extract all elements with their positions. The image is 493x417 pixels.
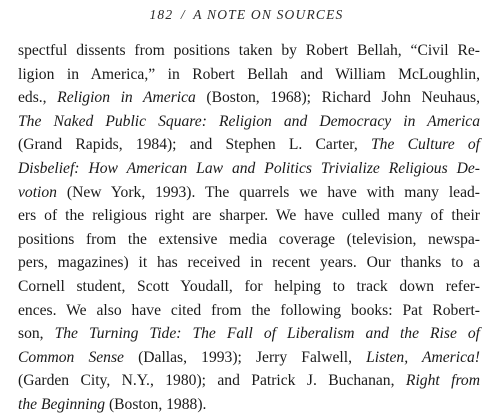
text-line [18, 181, 480, 205]
italic-title-text: Common Sense [18, 348, 124, 366]
italic-title-text: the Beginning [18, 395, 106, 413]
running-head-separator: / [180, 7, 186, 22]
text-run: spectful dissents from positions taken by Robert Bellah, “Civil Re- [18, 42, 480, 59]
text-run: positions from the extensive media coverage (television, newspa- [18, 230, 480, 248]
text-run: (New York, 1993). The quarrels we have with many lead- [56, 183, 480, 201]
text-line [18, 86, 480, 110]
body-paragraph [18, 39, 480, 417]
text-line [18, 63, 480, 87]
italic-title-text: Right from [405, 372, 480, 390]
text-run: ences. We also have cited from the following books: Pat Robert- [18, 301, 480, 319]
running-head [0, 7, 493, 23]
text-line [18, 251, 480, 275]
section-title: A NOTE ON SOURCES [193, 7, 344, 22]
text-line [18, 39, 480, 63]
text-run: (Boston, 1988). [105, 395, 207, 413]
italic-title-text: Listen, America! [366, 348, 480, 366]
text-run: (Boston, 1968); Richard John Neuhaus, [195, 89, 481, 107]
italic-title-text: Religion in America [57, 89, 196, 107]
text-line [18, 299, 480, 323]
text-line [18, 346, 480, 370]
text-line [18, 393, 480, 417]
text-run: son, [18, 325, 55, 343]
text-run: (Garden City, N.Y., 1980); and Patrick J. Buchanan, [18, 372, 406, 390]
text-run: pers, magazines) it has received in recent years. Our thanks to a [18, 254, 480, 272]
italic-title-text: The Culture of [370, 136, 480, 154]
text-line [18, 275, 480, 299]
text-run: ers of the religious right are sharper. We have culled many of their [18, 207, 480, 225]
text-line [18, 369, 480, 393]
text-line [18, 157, 480, 181]
italic-title-text: The Turning Tide: The Fall of Liberalism and the Rise of [54, 325, 480, 343]
italic-title-text: votion [18, 183, 57, 201]
text-line [18, 133, 480, 157]
page-number: 182 [149, 7, 174, 22]
italic-title-text: The Naked Public Square: Religion and Democracy in America [18, 112, 480, 130]
text-line [18, 322, 480, 346]
text-run: ligion in America,” in Robert Bellah and William McLoughlin, [18, 65, 480, 83]
text-run: Cornell student, Scott Youdall, for helping to track down refer- [18, 277, 480, 295]
italic-title-text: Disbelief: How American Law and Politics Trivialize Religious De- [18, 159, 480, 177]
text-run: (Grand Rapids, 1984); and Stephen L. Carter, [18, 136, 371, 154]
text-line [18, 228, 480, 252]
text-line [18, 110, 480, 134]
text-run: eds., [18, 89, 58, 107]
text-line [18, 204, 480, 228]
text-run: (Dallas, 1993); Jerry Falwell, [123, 348, 367, 366]
